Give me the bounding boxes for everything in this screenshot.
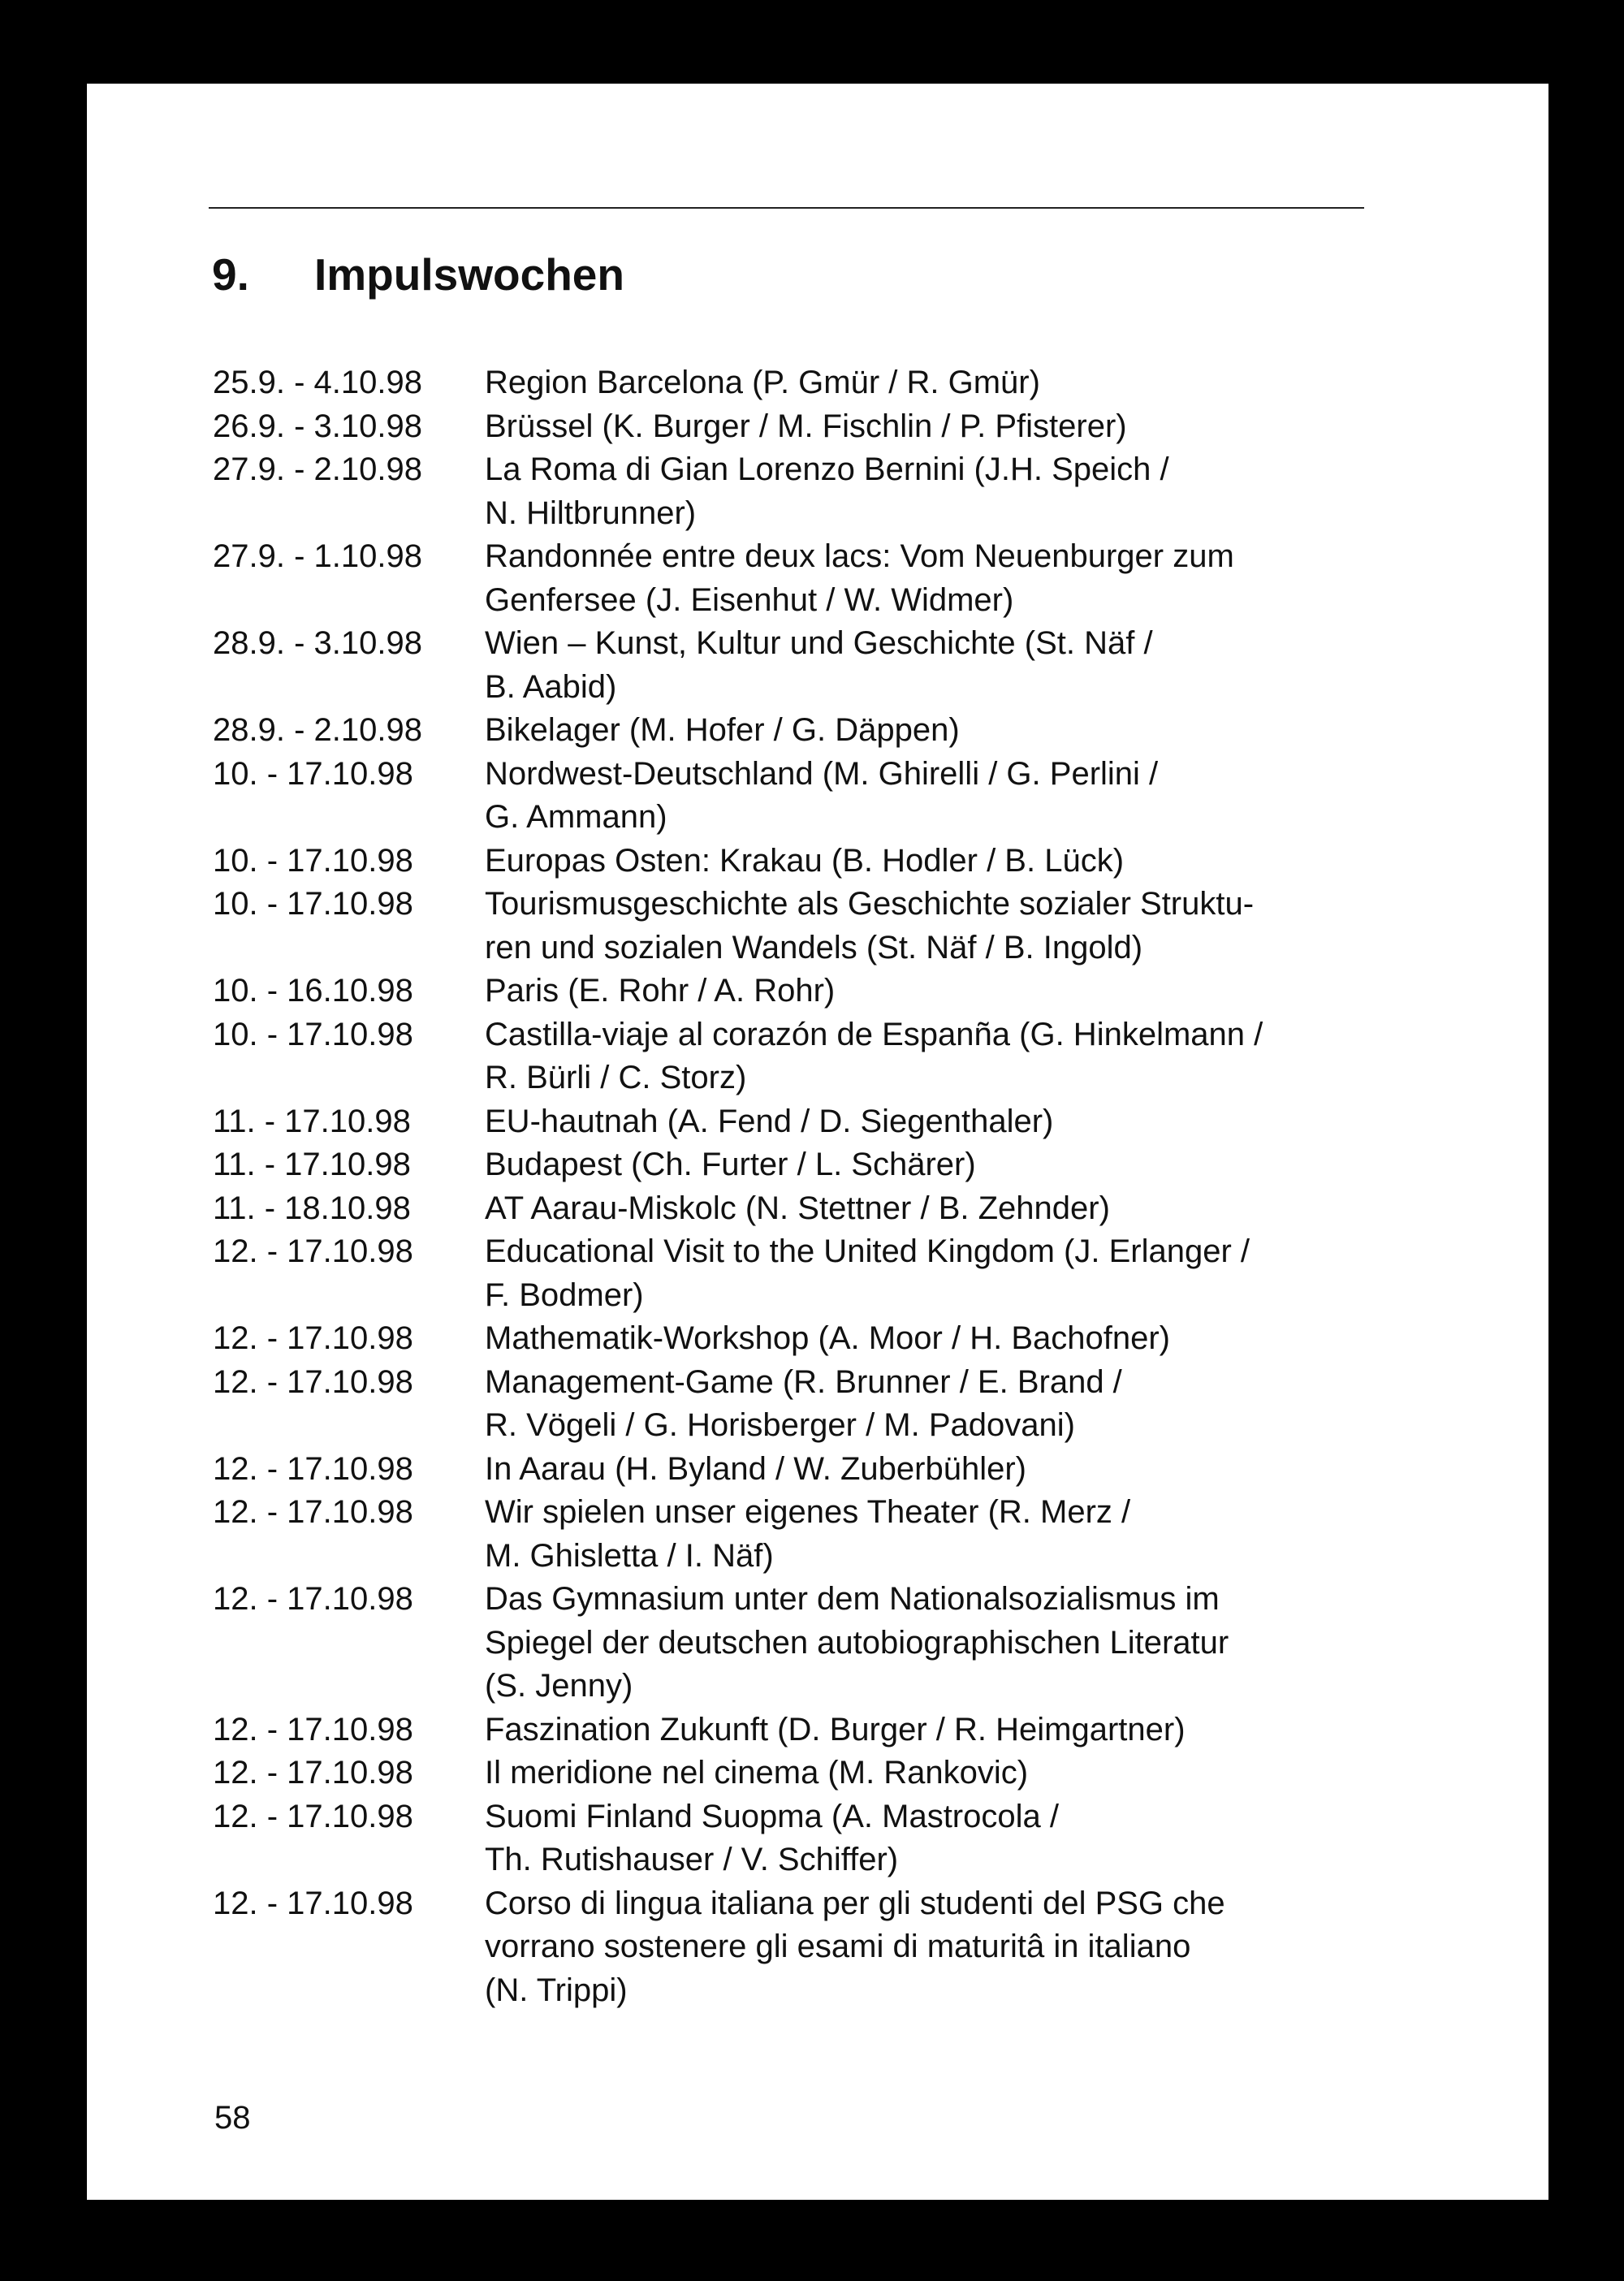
entry-line: B. Aabid) <box>485 668 617 705</box>
list-item <box>213 1448 1463 1492</box>
entry-date: 12. - 17.10.98 <box>213 1363 413 1400</box>
entry-description <box>485 753 1463 840</box>
entry-line: Spiegel der deutschen autobiographischen Literatur <box>485 1624 1229 1661</box>
entry-line: Europas Osten: Krakau (B. Hodler / B. Lück) <box>485 842 1125 879</box>
entry-date: 12. - 17.10.98 <box>213 1320 413 1356</box>
entry-line: Region Barcelona (P. Gmür / R. Gmür) <box>485 365 1040 400</box>
entry-description <box>485 709 1463 753</box>
entry-description <box>485 1709 1463 1752</box>
entry-description <box>485 1361 1463 1448</box>
section-title: Impulswochen <box>314 249 624 300</box>
entry-line: Nordwest-Deutschland (M. Ghirelli / G. Perlini / <box>485 755 1159 792</box>
list-item <box>213 1187 1463 1231</box>
entry-date: 12. - 17.10.98 <box>213 1233 413 1269</box>
entry-date: 12. - 17.10.98 <box>213 1755 413 1791</box>
entry-line: Th. Rutishauser / V. Schiffer) <box>485 1842 899 1877</box>
entry-description <box>485 1448 1463 1492</box>
entry-description <box>485 1013 1463 1100</box>
entry-description <box>485 1143 1463 1187</box>
entry-date: 28.9. - 2.10.98 <box>213 712 422 748</box>
entry-line: EU-hautnah (A. Fend / D. Siegenthaler) <box>485 1103 1054 1139</box>
entry-description <box>485 405 1463 449</box>
entry-description <box>485 1317 1463 1361</box>
list-item <box>213 622 1463 709</box>
entry-date: 11. - 17.10.98 <box>213 1147 411 1182</box>
entry-date: 12. - 17.10.98 <box>213 1711 413 1747</box>
entry-date: 28.9. - 3.10.98 <box>213 625 422 661</box>
entry-date: 12. - 17.10.98 <box>213 1494 413 1530</box>
list-item <box>213 535 1463 622</box>
entry-line: Corso di lingua italiana per gli studenti del PSG che <box>485 1885 1225 1921</box>
entry-description <box>485 1230 1463 1317</box>
list-item <box>213 883 1463 970</box>
entry-line: Budapest (Ch. Furter / L. Schärer) <box>485 1147 976 1182</box>
entry-line: F. Bodmer) <box>485 1277 644 1313</box>
entry-description <box>485 1882 1463 2013</box>
entry-date: 10. - 17.10.98 <box>213 1016 413 1052</box>
entry-line: M. Ghisletta / I. Näf) <box>485 1537 774 1574</box>
entry-description <box>485 970 1463 1013</box>
entry-line: AT Aarau-Miskolc (N. Stettner / B. Zehnder) <box>485 1190 1110 1226</box>
entry-line: Educational Visit to the United Kingdom (J. Erlanger / <box>485 1233 1250 1269</box>
entry-date: 10. - 16.10.98 <box>213 973 413 1009</box>
entry-description <box>485 448 1463 535</box>
entry-line: Brüssel (K. Burger / M. Fischlin / P. Pfisterer) <box>485 408 1127 444</box>
entry-description <box>485 1752 1463 1795</box>
entry-line: Paris (E. Rohr / A. Rohr) <box>485 973 836 1009</box>
entry-date: 27.9. - 1.10.98 <box>213 538 422 574</box>
entry-date: 12. - 17.10.98 <box>213 1798 413 1834</box>
list-item <box>213 1230 1463 1317</box>
entry-line: vorrano sostenere gli esami di maturitâ in italiano <box>485 1929 1191 1964</box>
entry-line: In Aarau (H. Byland / W. Zuberbühler) <box>485 1450 1026 1487</box>
entry-line: Wien – Kunst, Kultur und Geschichte (St. Näf / <box>485 625 1153 661</box>
entry-date: 11. - 17.10.98 <box>213 1103 411 1139</box>
entry-line: Bikelager (M. Hofer / G. Däppen) <box>485 712 960 748</box>
entry-date: 25.9. - 4.10.98 <box>213 365 422 400</box>
entry-description <box>485 883 1463 970</box>
entry-line: Das Gymnasium unter dem Nationalsozialismus im <box>485 1581 1220 1617</box>
entry-line: R. Bürli / C. Storz) <box>485 1060 747 1095</box>
entry-line: Suomi Finland Suopma (A. Mastrocola / <box>485 1798 1059 1834</box>
entry-line: (N. Trippi) <box>485 1972 628 2008</box>
entry-date: 11. - 18.10.98 <box>213 1190 411 1226</box>
list-item <box>213 1752 1463 1795</box>
entry-description <box>485 840 1463 883</box>
list-item <box>213 1578 1463 1709</box>
entry-line: Mathematik-Workshop (A. Moor / H. Bachofner) <box>485 1320 1170 1356</box>
list-item <box>213 1795 1463 1882</box>
entry-date: 12. - 17.10.98 <box>213 1885 413 1921</box>
list-item <box>213 405 1463 449</box>
entry-description <box>485 1795 1463 1882</box>
entry-date: 26.9. - 3.10.98 <box>213 408 422 444</box>
entry-line: La Roma di Gian Lorenzo Bernini (J.H. Speich / <box>485 451 1169 487</box>
entry-description <box>485 535 1463 622</box>
list-item <box>213 1317 1463 1361</box>
entry-line: N. Hiltbrunner) <box>485 495 697 531</box>
top-rule <box>209 207 1364 209</box>
list-item <box>213 709 1463 753</box>
entry-description <box>485 1578 1463 1709</box>
entry-date: 10. - 17.10.98 <box>213 886 413 922</box>
entry-line: Management-Game (R. Brunner / E. Brand / <box>485 1363 1122 1400</box>
list-item <box>213 1361 1463 1448</box>
list-item <box>213 1100 1463 1144</box>
entry-description <box>485 1100 1463 1144</box>
entry-line: Randonnée entre deux lacs: Vom Neuenburger zum <box>485 538 1234 574</box>
entry-line: G. Ammann) <box>485 799 667 835</box>
list-item <box>213 1709 1463 1752</box>
entry-date: 10. - 17.10.98 <box>213 842 413 879</box>
list-item <box>213 840 1463 883</box>
entry-description <box>485 1187 1463 1231</box>
entry-date: 12. - 17.10.98 <box>213 1450 413 1487</box>
document-page <box>87 84 1548 2200</box>
entry-date: 10. - 17.10.98 <box>213 755 413 792</box>
entry-line: R. Vögeli / G. Horisberger / M. Padovani) <box>485 1407 1075 1443</box>
entry-date: 27.9. - 2.10.98 <box>213 451 422 487</box>
page-number: 58 <box>214 2100 251 2136</box>
entry-line: Castilla-viaje al corazón de Espanña (G. Hinkelmann / <box>485 1016 1263 1052</box>
entry-description <box>485 1491 1463 1578</box>
list-item <box>213 448 1463 535</box>
entry-date: 12. - 17.10.98 <box>213 1581 413 1617</box>
entry-line: ren und sozialen Wandels (St. Näf / B. Ingold) <box>485 929 1143 966</box>
list-item <box>213 1491 1463 1578</box>
section-heading <box>212 249 624 300</box>
section-number: 9. <box>212 249 249 300</box>
entry-line: Il meridione nel cinema (M. Rankovic) <box>485 1755 1029 1791</box>
list-item <box>213 1143 1463 1187</box>
list-item <box>213 1882 1463 2013</box>
entry-line: Genfersee (J. Eisenhut / W. Widmer) <box>485 581 1014 618</box>
entry-description <box>485 361 1463 405</box>
entry-line: Tourismusgeschichte als Geschichte sozialer Struktu- <box>485 886 1255 922</box>
list-item <box>213 753 1463 840</box>
list-item <box>213 1013 1463 1100</box>
list-item <box>213 361 1463 405</box>
entry-line: (S. Jenny) <box>485 1668 633 1704</box>
entry-line: Wir spielen unser eigenes Theater (R. Merz / <box>485 1494 1131 1530</box>
list-item <box>213 970 1463 1013</box>
entry-line: Faszination Zukunft (D. Burger / R. Heimgartner) <box>485 1711 1186 1747</box>
entry-list <box>213 361 1463 2012</box>
entry-description <box>485 622 1463 709</box>
